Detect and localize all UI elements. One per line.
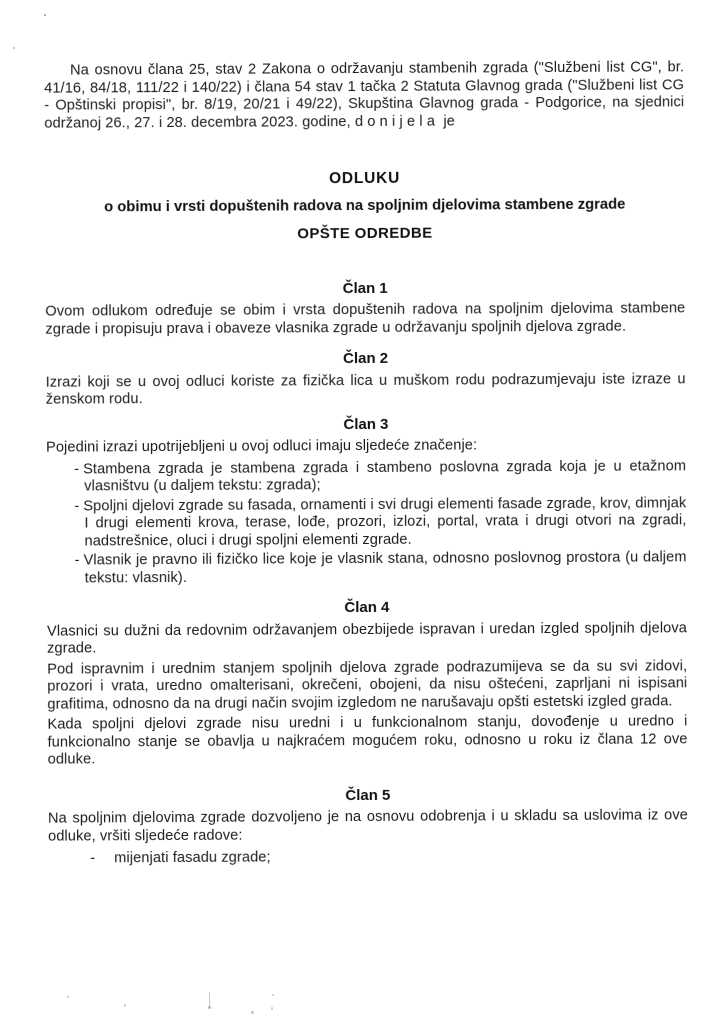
article-3-bullet-list (46, 458, 687, 588)
decision-title: ODLUKU (329, 169, 401, 188)
article-1-heading: Član 1 (342, 279, 388, 297)
bullet-dash-icon: - (74, 460, 80, 478)
document-content (44, 59, 688, 868)
bullet-text: Spoljni djelovi zgrade su fasada, ornamenti i svi drugi elementi fasade zgrade, krov, dimnjak I drugi elementi krova, terase, lođe, prozori, izlozi, portal, vrata i drugi otvori na zgradi, nadstrešnice, oluci i drugi spoljni elementi zgrade. (83, 494, 687, 549)
article-5-lead-paragraph: Na spoljnim djelovima zgrade dozvoljeno je na osnovu odobrenja i u skladu sa uslovima iz ove odluke, vršiti sljedeće radove: (47, 807, 688, 845)
article-2-heading: Član 2 (342, 349, 389, 368)
article-1-paragraph: Ovom odlukom određuje se obim i vrsta dopuštenih radova na spoljnim djelovima stambene zgrade i propisuju prava i obaveze vlasnika zgrade u održavanju spoljnih djelova zgrade. (45, 300, 686, 338)
scan-artifact (13, 47, 15, 49)
article-clan-5 (48, 785, 688, 868)
article-4-paragraph: Vlasnici su dužni da redovnim održavanjem obezbijede ispravan i uredan izgled spoljnih djelova zgrade. (46, 619, 688, 657)
decision-subtitle: o obimu i vrsti dopuštenih radova na spoljnim djelovima stambene zgrade (104, 196, 626, 215)
scan-artifact (272, 994, 274, 996)
bullet-text: Vlasnik je pravno ili fizičko lice koje je vlasnik stana, odnosno poslovnog prostora (u daljem tekstu: vlasnik). (83, 549, 687, 586)
article-4-heading: Član 4 (344, 598, 390, 617)
bullet-dash-icon: - (74, 552, 80, 569)
bullet-dash-icon: - (90, 850, 96, 867)
bullet-item (46, 458, 686, 496)
bullet-item (46, 495, 686, 551)
article-clan-2 (46, 348, 686, 409)
article-clan-3 (46, 414, 687, 588)
scan-artifact (124, 1004, 126, 1007)
article-4-paragraph: Kada spoljni djelovi zgrade nisu uredni i u funkcionalnom stanju, dovođenje u uredno i funkcionalno stanje se obavlja u najkraćem mogućem roku, odnosno u roku iz člana 12 ove odluke. (47, 713, 688, 768)
scan-artifact (67, 996, 69, 998)
article-4-paragraph: Pod ispravnim i urednim stanjem spoljnih djelova zgrade podrazumijeva se da su svi zidovi, prozori i vrata, uredno omalterisani, okrečeni, obojeni, da nisu oštećeni, zaprljani ni ispisani grafitima, odnosno da na drugi način svojim izgledom ne narušavaju opšti estetski izgled grada. (47, 657, 688, 713)
scan-artifact (271, 1007, 273, 1010)
article-2-paragraph: Izrazi koji se u ovoj odluci koriste za fizička lica u muškom rodu podrazumjevaju iste izraze u ženskom rodu. (45, 370, 686, 408)
scan-artifact (44, 14, 46, 16)
intro-paragraph: Na osnovu člana 25, stav 2 Zakona o održavanju stambenih zgrada ("Službeni list CG", br. 41/16, 84/18, 111/22 i 140/22) i člana 54 stav 1 tačka 2 Statuta Glavnog grada ("Službeni list CG - Opštinski propisi", br. 8/19, 20/21 i 49/22), Skupština Glavnog grada - Podgorice, na sjednici održanoj 26., 27. i 28. decembra 2023. godine, d o n i j e l a je (44, 59, 685, 132)
chapter-heading: OPŠTE ODREDBE (297, 224, 433, 243)
article-3-lead-paragraph: Pojedini izrazi upotrijebljeni u ovoj odluci imaju sljedeće značenje: (45, 437, 478, 456)
bullet-item (47, 549, 687, 587)
bullet-item (48, 847, 688, 868)
scan-artifact (251, 1011, 254, 1014)
scan-artifact (208, 1006, 211, 1009)
article-clan-4 (47, 597, 688, 769)
article-3-heading: Član 3 (343, 415, 389, 433)
article-5-heading: Član 5 (345, 786, 391, 804)
bullet-dash-icon: - (74, 497, 80, 515)
article-5-bullet-list (48, 847, 688, 868)
bullet-text: Stambena zgrada je stambena zgrada i stambeno poslovna zgrada koja je u etažnom vlasništvu (u daljem tekstu: zgrada); (83, 457, 687, 495)
bullet-text: mijenjati fasadu zgrade; (114, 849, 271, 867)
article-clan-1 (45, 278, 685, 339)
